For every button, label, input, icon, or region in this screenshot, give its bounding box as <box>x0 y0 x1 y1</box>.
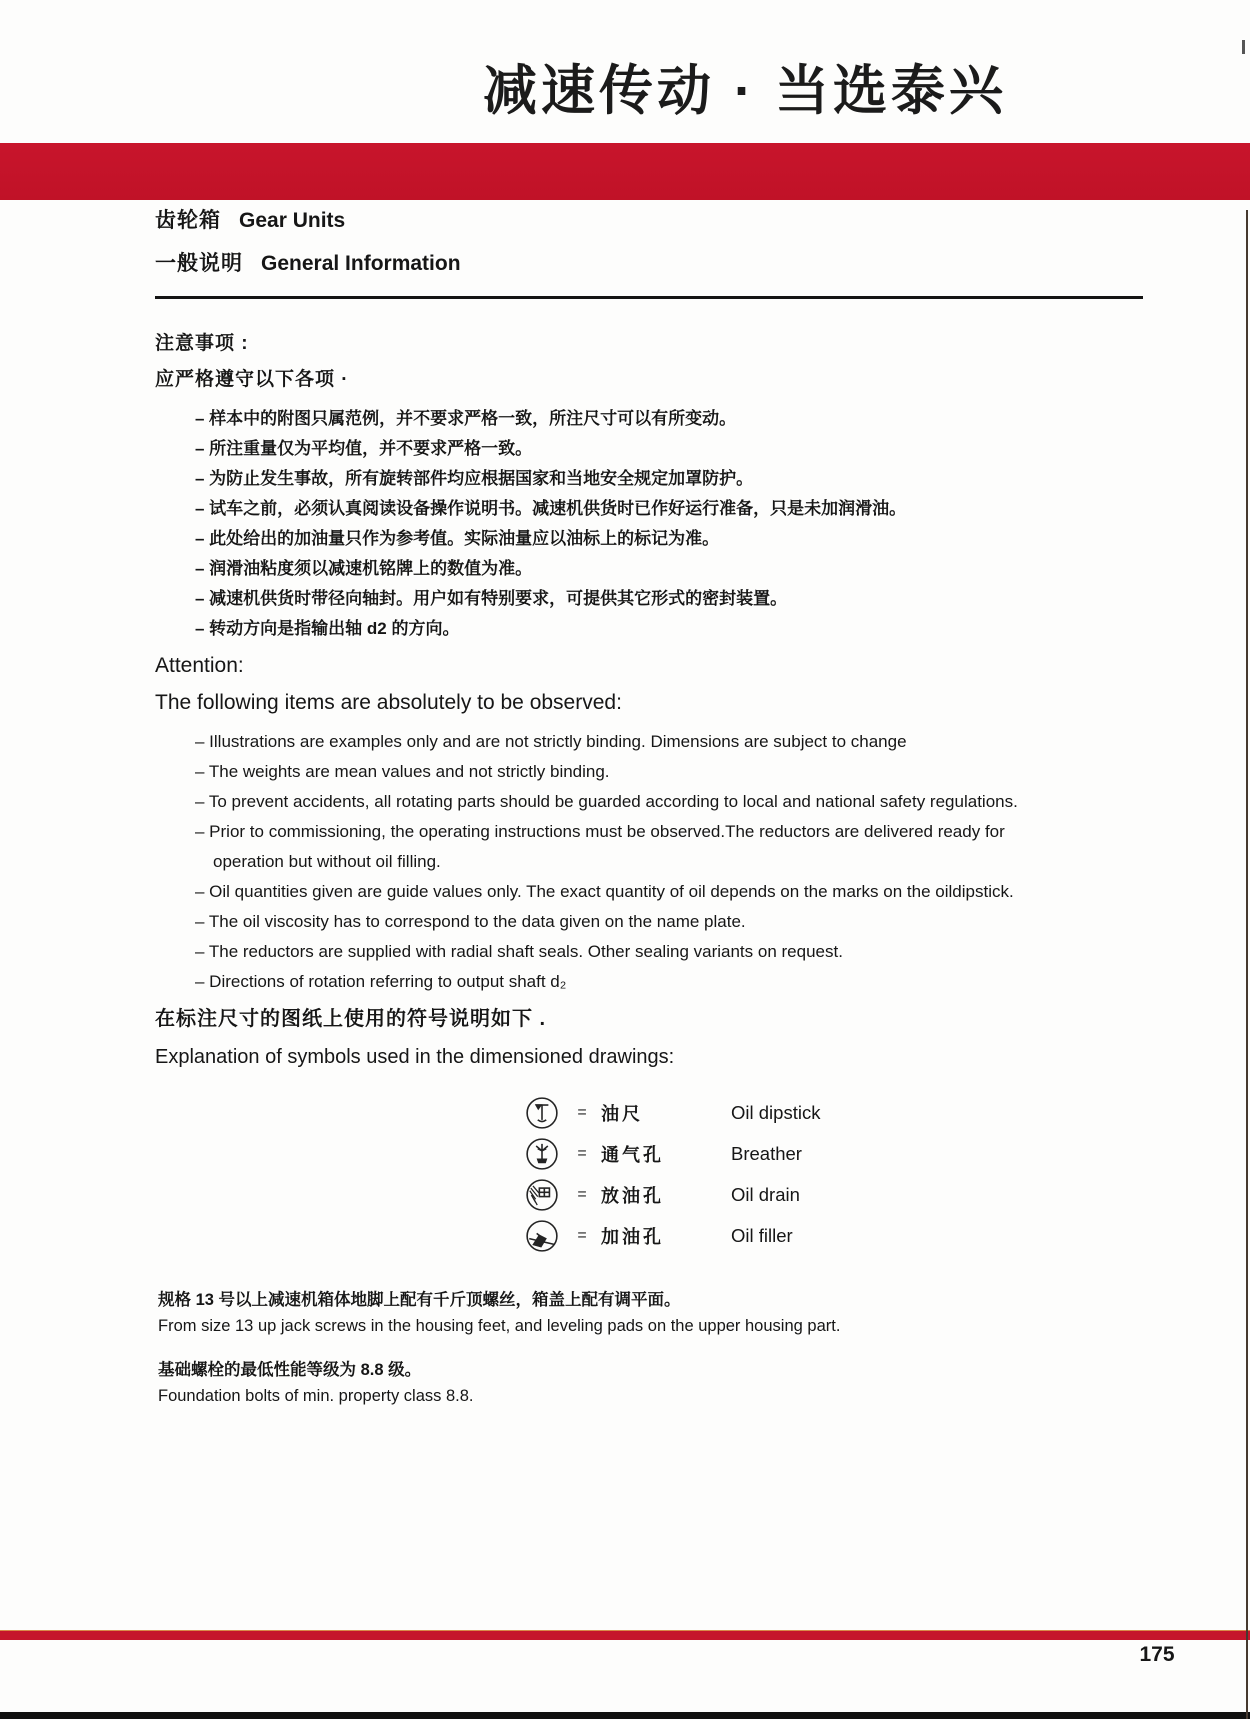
equals-sign: = <box>577 1144 587 1162</box>
notes-en-item: – The reductors are supplied with radial shaft seals. Other sealing variants on request. <box>195 942 843 961</box>
symbol-label-zh: 加油孔 <box>601 1226 664 1247</box>
notes-en-item: – Illustrations are examples only and are not strictly binding. Dimensions are subject to change <box>195 732 907 751</box>
symbol-label-zh: 通气孔 <box>601 1144 664 1165</box>
footnote-jackscrews-zh: 规格 13 号以上减速机箱体地脚上配有千斤顶螺丝，箱盖上配有调平面。 <box>158 1291 681 1309</box>
page-right-edge <box>1246 210 1248 1719</box>
notes-en-item: – Oil quantities given are guide values only. The exact quantity of oil depends on the marks on the oildipstick. <box>195 882 1014 901</box>
oil-filler-icon <box>525 1219 559 1253</box>
notes-en-item: – Prior to commissioning, the operating instructions must be observed.The reductors are delivered ready for operation but without oil filling. <box>195 822 1005 871</box>
equals-sign: = <box>577 1185 587 1203</box>
notes-zh-item: – 转动方向是指输出轴 d2 的方向。 <box>195 619 460 638</box>
notes-zh-item: – 减速机供货时带径向轴封。用户如有特别要求，可提供其它形式的密封装置。 <box>195 589 788 608</box>
symbols-heading-en: Explanation of symbols used in the dimensioned drawings: <box>155 1046 675 1068</box>
notes-zh-item: – 此处给出的加油量只作为参考值。实际油量应以油标上的标记为准。 <box>195 529 720 548</box>
footnote-bolts-en: Foundation bolts of min. property class 8.8. <box>158 1387 474 1405</box>
footnote-bolts-zh: 基础螺栓的最低性能等级为 8.8 级。 <box>158 1361 422 1379</box>
header-red-band <box>0 143 1250 200</box>
notes-zh-heading1: 注意事项 : <box>155 333 249 354</box>
notes-en-item: – To prevent accidents, all rotating parts should be guarded according to local and national safety regulations. <box>195 792 1018 811</box>
section-divider-rule <box>155 296 1143 299</box>
page-title: 减速传动 · 当选泰兴 <box>483 61 1007 121</box>
symbol-label-en: Oil drain <box>731 1183 800 1205</box>
symbol-label-zh: 放油孔 <box>601 1185 664 1206</box>
symbols-heading-zh: 在标注尺寸的图纸上使用的符号说明如下 . <box>155 1008 547 1030</box>
symbol-row-oil-filler <box>525 1215 820 1256</box>
notes-zh-heading2: 应严格遵守以下各项 · <box>155 369 349 390</box>
oil-dipstick-icon <box>525 1096 559 1130</box>
section-title-zh: 齿轮箱 <box>155 209 221 232</box>
notes-en-heading2: The following items are absolutely to be observed: <box>155 691 622 714</box>
notes-en-item: – The oil viscosity has to correspond to the data given on the name plate. <box>195 912 746 931</box>
section-subtitle-zh: 一般说明 <box>155 252 243 275</box>
notes-zh-item: – 润滑油粘度须以减速机铭牌上的数值为准。 <box>195 559 533 578</box>
oil-drain-icon <box>525 1178 559 1212</box>
notes-zh-item: – 试车之前，必须认真阅读设备操作说明书。减速机供货时已作好运行准备，只是未加润滑油。 <box>195 499 907 518</box>
symbol-label-zh: 油尺 <box>601 1103 643 1124</box>
equals-sign: = <box>577 1226 587 1244</box>
notes-zh-item: – 样本中的附图只属范例，并不要求严格一致，所注尺寸可以有所变动。 <box>195 409 737 428</box>
section-header <box>155 204 1145 277</box>
footnote-jackscrews-en: From size 13 up jack screws in the housing feet, and leveling pads on the upper housing part. <box>158 1317 841 1335</box>
notes-zh-item: – 为防止发生事故，所有旋转部件均应根据国家和当地安全规定加罩防护。 <box>195 469 754 488</box>
notes-en-item: – Directions of rotation referring to output shaft d₂ <box>195 972 567 991</box>
symbol-row-breather <box>525 1133 820 1174</box>
notes-en-heading1: Attention: <box>155 654 244 677</box>
symbol-label-en: Oil dipstick <box>731 1101 821 1123</box>
notes-zh-list <box>195 404 1175 644</box>
section-subtitle-en: General Information <box>261 252 461 275</box>
notes-zh-item: – 所注重量仅为平均值，并不要求严格一致。 <box>195 439 533 458</box>
symbols-legend <box>525 1092 820 1256</box>
section-subtitle-row <box>155 247 1145 277</box>
notes-en-item: – The weights are mean values and not strictly binding. <box>195 762 610 781</box>
notes-en-list <box>195 727 1043 997</box>
section-title-en: Gear Units <box>239 209 346 232</box>
symbol-label-en: Breather <box>731 1142 802 1164</box>
breather-icon <box>525 1137 559 1171</box>
section-title-row <box>155 204 1145 234</box>
symbol-row-oil-dipstick <box>525 1092 820 1133</box>
symbol-label-en: Oil filler <box>731 1224 793 1246</box>
equals-sign: = <box>577 1103 587 1121</box>
footer-red-rule <box>0 1630 1250 1640</box>
page-bottom-edge <box>0 1712 1250 1719</box>
page-number: 175 <box>1139 1643 1175 1666</box>
symbol-row-oil-drain <box>525 1174 820 1215</box>
